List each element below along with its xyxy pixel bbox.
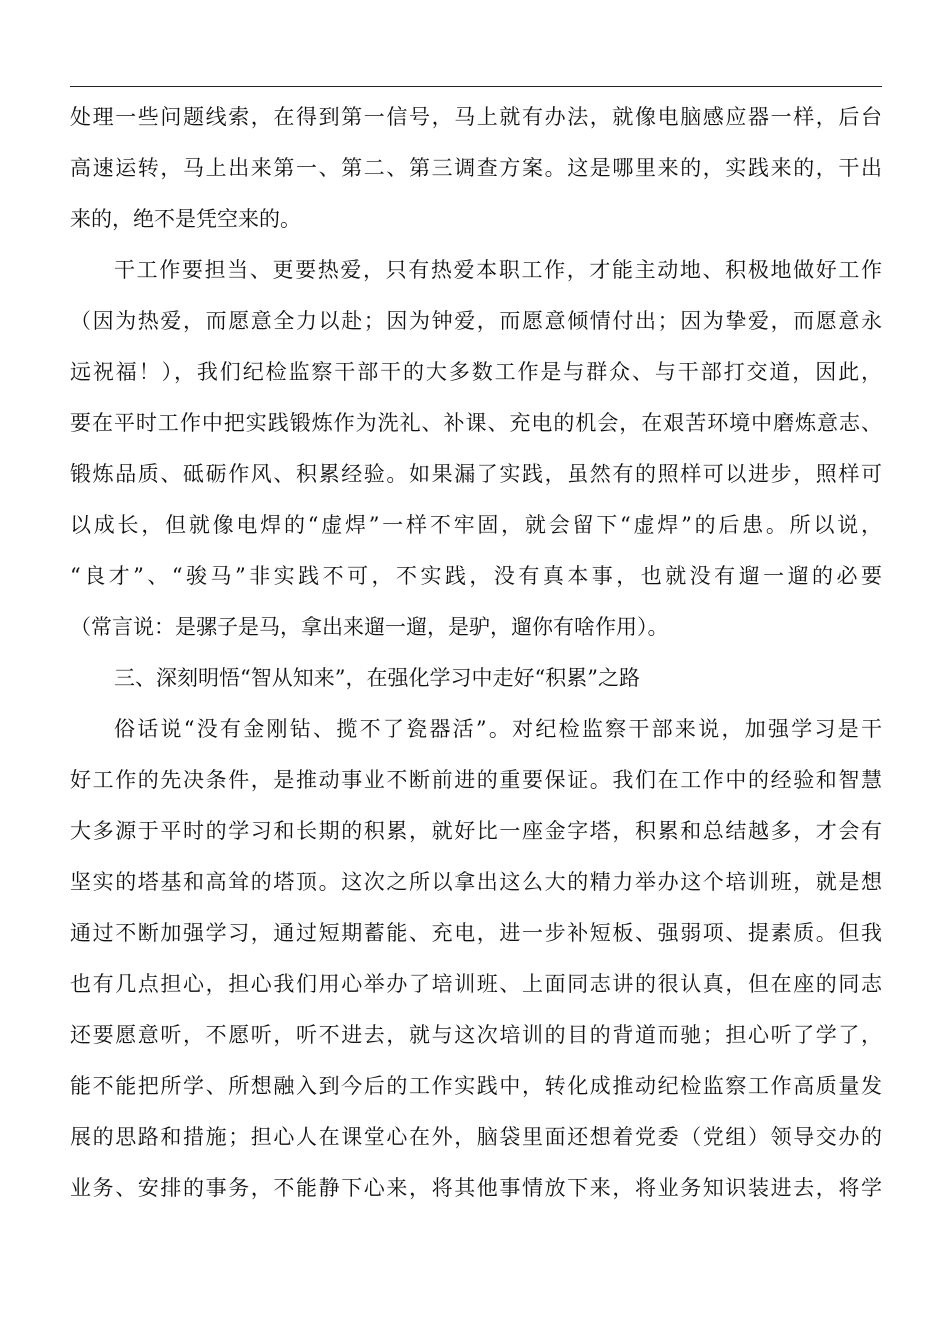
text-line: 通过不断加强学习，通过短期蓄能、充电，进一步补短板、强弱项、提素质。但我 (70, 921, 882, 945)
text-line: （常言说：是骡子是马，拿出来遛一遛，是驴，遛你有啥作用）。 (70, 615, 669, 639)
text-line: 展的思路和措施；担心人在课堂心在外，脑袋里面还想着党委（党组）领导交办的 (70, 1125, 882, 1149)
header-rule (70, 86, 882, 87)
text-line: 要在平时工作中把实践锻炼作为洗礼、补课、充电的机会，在艰苦环境中磨炼意志、 (70, 411, 882, 435)
text-line: 好工作的先决条件，是推动事业不断前进的重要保证。我们在工作中的经验和智慧 (70, 768, 882, 792)
text-line: 能不能把所学、所想融入到今后的工作实践中，转化成推动纪检监察工作高质量发 (70, 1074, 882, 1098)
text-line: 来的，绝不是凭空来的。 (70, 207, 301, 231)
text-line: 业务、安排的事务，不能静下心来，将其他事情放下来，将业务知识装进去，将学 (70, 1176, 882, 1200)
text-line: 大多源于平时的学习和长期的积累，就好比一座金字塔，积累和总结越多，才会有 (70, 819, 882, 843)
text-line: 坚实的塔基和高耸的塔顶。这次之所以拿出这么大的精力举办这个培训班，就是想 (70, 870, 882, 894)
text-line: 干工作要担当、更要热爱，只有热爱本职工作，才能主动地、积极地做好工作 (114, 258, 882, 282)
text-line: （因为热爱，而愿意全力以赴；因为钟爱，而愿意倾情付出；因为挚爱，而愿意永 (70, 309, 882, 333)
section-heading: 三、深刻明悟“智从知来”，在强化学习中走好“积累”之路 (114, 666, 640, 690)
text-line: 还要愿意听，不愿听，听不进去，就与这次培训的目的背道而驰；担心听了学了， (70, 1023, 882, 1047)
text-line: 远祝福！），我们纪检监察干部干的大多数工作是与群众、与干部打交道，因此， (70, 360, 882, 384)
text-line: 处理一些问题线索，在得到第一信号，马上就有办法，就像电脑感应器一样，后台 (70, 105, 882, 129)
text-line: 也有几点担心，担心我们用心举办了培训班、上面同志讲的很认真，但在座的同志 (70, 972, 882, 996)
text-line: 锻炼品质、砥砺作风、积累经验。如果漏了实践，虽然有的照样可以进步，照样可 (70, 462, 882, 486)
text-line: 俗话说“没有金刚钻、揽不了瓷器活”。对纪检监察干部来说，加强学习是干 (114, 717, 882, 741)
text-line: “良才”、“骏马”非实践不可，不实践，没有真本事，也就没有遛一遛的必要 (70, 564, 882, 588)
text-line: 以成长，但就像电焊的“虚焊”一样不牢固，就会留下“虚焊”的后患。所以说， (70, 513, 882, 537)
document-body (70, 92, 882, 1214)
text-line: 高速运转，马上出来第一、第二、第三调查方案。这是哪里来的，实践来的，干出 (70, 156, 882, 180)
